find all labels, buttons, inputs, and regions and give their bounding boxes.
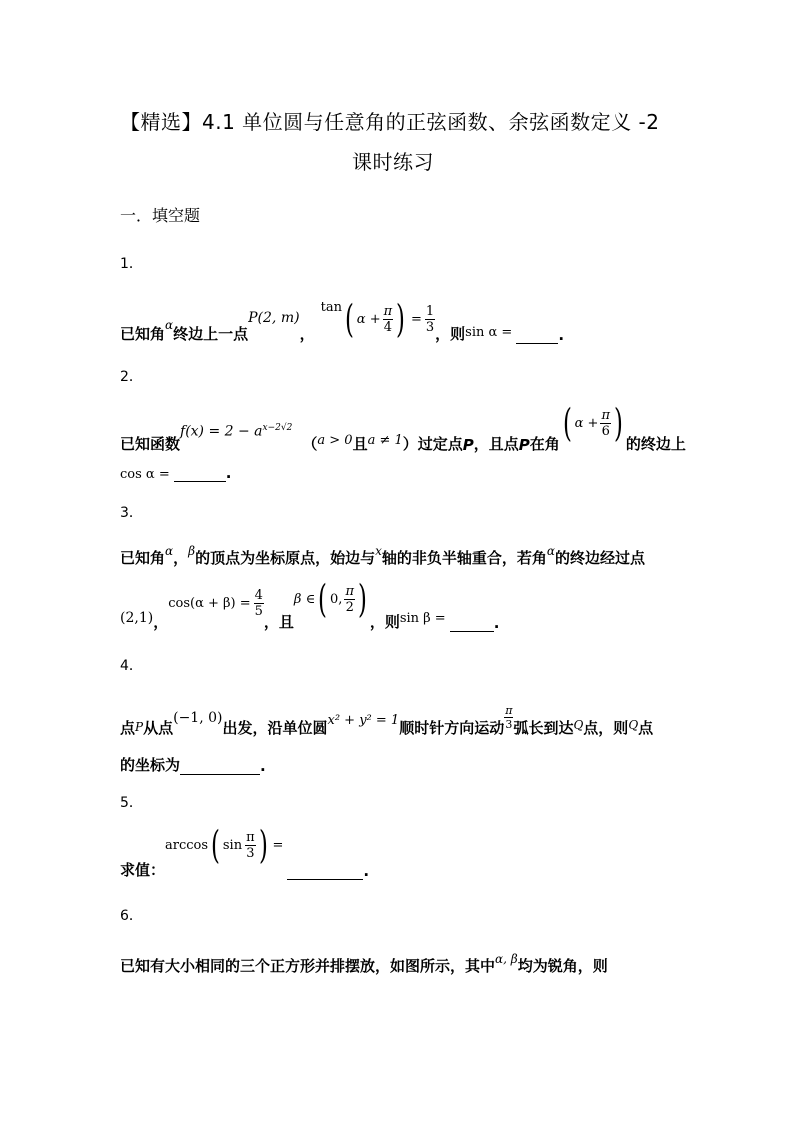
q1-comma: ， [299, 325, 315, 343]
question-3-line1: 已知角 α ， β 的顶点为坐标原点，始边与 x 轴的非负半轴重合，若角 α 的终边经过点 [120, 544, 646, 567]
question-1-number: 1． [120, 256, 143, 272]
question-3-number: 3． [120, 505, 143, 521]
question-4-line1: 点 P 从点 (−1, 0) 出发，沿单位圆 x² + y² = 1 顺时针方向运动 $\frac{\pi}{3}$ 弧长到达 Q 点，则 Q 点 [120, 704, 654, 737]
q1-text-mid: 终边上一点 [173, 325, 249, 343]
section-title: 一．填空题 [120, 206, 201, 225]
q3-answer-blank[interactable] [450, 617, 494, 632]
q1-tan-expression: tan ( α + $\frac{\pi}{4}$ ) = $\frac{1}{3}$ [320, 297, 435, 341]
question-6-number: 6． [120, 908, 143, 924]
q1-text-pre: 已知角 [120, 325, 166, 343]
q1-alpha: α [165, 318, 174, 332]
page-title-line2: 课时练习 [352, 150, 434, 174]
q3-beta-range: β ∈ ( 0, $\frac{\pi}{2}$ ) [293, 577, 367, 621]
question-2-number: 2． [120, 369, 143, 385]
question-5: 求值： arccos ( sin $\frac{\pi}{3}$ ) = . [120, 823, 370, 880]
q1-then: ，则 [435, 325, 466, 343]
q2-angle-expression: ( α + $\frac{\pi}{6}$ ) [562, 401, 623, 445]
q2-function: $f(x) = 2 - a^{x-2√2}$ [180, 423, 293, 440]
question-3-line2: (2,1) ， cos(α + β) = $\frac{4}{5}$ ，且 β ∈ ( 0, $\frac{\pi}{2}$ ) ，则 sin β = . [120, 577, 500, 632]
page-title-line1: 【精选】4.1 单位圆与任意角的正弦函数、余弦函数定义 -2 [120, 110, 660, 134]
question-6: 已知有大小相同的三个正方形并排摆放，如图所示，其中 α, β 均为锐角，则 [120, 952, 608, 975]
q2-cond-a: a > 0 [317, 433, 353, 448]
question-2-line2: cos α = . [120, 464, 232, 482]
q2-text-pre: 已知函数 [120, 435, 181, 453]
question-4-line2: 的坐标为 . [120, 756, 266, 775]
question-1 [120, 292, 564, 344]
q1-point: P(2, m) [248, 310, 300, 326]
question-4-number: 4． [120, 658, 143, 674]
q5-expression: arccos ( sin $\frac{\pi}{3}$ ) = [165, 823, 284, 867]
q2-cond-b: a ≠ 1 [367, 433, 403, 448]
q5-answer-blank[interactable] [287, 865, 363, 880]
q4-answer-blank[interactable] [180, 760, 260, 775]
q1-answer-blank[interactable] [516, 329, 558, 344]
q1-end: . [558, 326, 565, 344]
question-5-number: 5． [120, 795, 143, 811]
q2-answer-blank[interactable] [174, 467, 226, 482]
q2-cos-alpha: cos α = [120, 467, 170, 482]
question-2-line1: 已知函数 $f(x) = 2 - a^{x-2√2}$ （ a > 0 且 a ≠ 1 ）过定点 P ，且点 P 在角 ( α + $\frac{\pi}{6}$ ) 的终边上 [120, 401, 686, 454]
q1-sin-alpha: sin α = [465, 325, 513, 340]
q3-cos-expression: cos(α + β) = $\frac{4}{5}$ [168, 588, 263, 619]
